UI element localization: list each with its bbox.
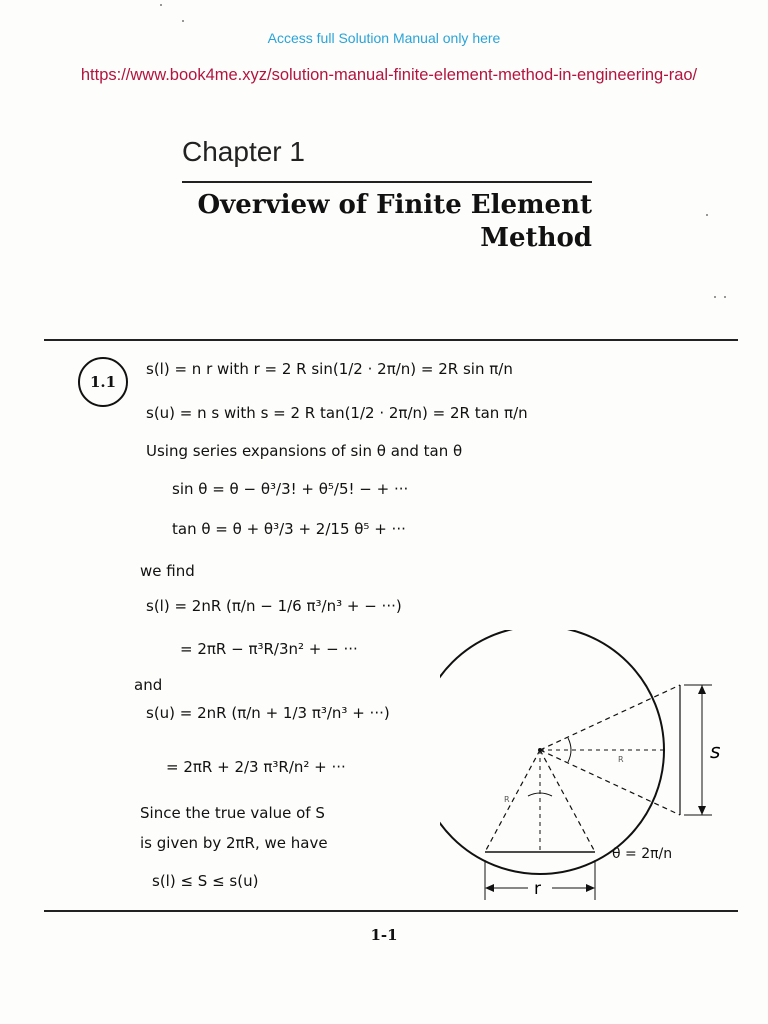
r-label: r xyxy=(534,879,541,899)
solution-line: Since the true value of S xyxy=(140,804,325,822)
circle-outline xyxy=(440,630,664,874)
solution-manual-banner-link[interactable]: Access full Solution Manual only here xyxy=(267,30,501,46)
R-label: R xyxy=(618,755,624,764)
solution-line: we find xyxy=(140,562,195,580)
chapter-rule xyxy=(182,181,592,183)
polygon-circle-figure xyxy=(440,630,750,905)
scan-speck xyxy=(714,296,716,298)
center-point xyxy=(538,748,542,752)
solution-line: = 2πR − π³R/3n² + − ··· xyxy=(180,640,358,658)
problem-number: 1.1 xyxy=(89,373,117,391)
angle-arc xyxy=(568,738,571,762)
solution-line: s(l) ≤ S ≤ s(u) xyxy=(152,872,259,890)
chapter-title-line-1: Overview of Finite Element xyxy=(197,190,592,220)
section-bottom-rule xyxy=(44,910,738,912)
solution-line: and xyxy=(134,676,163,694)
R-label: R xyxy=(504,795,510,804)
scan-speck xyxy=(182,20,184,22)
s-label: s xyxy=(710,739,721,763)
solution-line: tan θ = θ + θ³/3 + 2/15 θ⁵ + ··· xyxy=(172,520,406,538)
section-top-rule xyxy=(44,339,738,341)
solution-line: sin θ = θ − θ³/3! + θ⁵/5! − + ··· xyxy=(172,480,409,498)
solution-line: is given by 2πR, we have xyxy=(140,834,328,852)
solution-line: s(u) = 2nR (π/n + 1/3 π³/n³ + ···) xyxy=(146,704,390,722)
solution-line: s(l) = 2nR (π/n − 1/6 π³/n³ + − ···) xyxy=(146,597,402,615)
angle-arc xyxy=(528,793,552,796)
scan-speck xyxy=(706,214,708,216)
radius-dashed-line xyxy=(485,750,540,852)
radius-dashed-line xyxy=(540,750,595,852)
solution-line: = 2πR + 2/3 π³R/n² + ··· xyxy=(166,758,346,776)
problem-number-badge xyxy=(78,357,128,407)
page-number: 1-1 xyxy=(370,926,398,944)
solution-line: s(l) = n r with r = 2 R sin(1/2 · 2π/n) = 2R sin π/n xyxy=(146,360,513,378)
solution-line: s(u) = n s with s = 2 R tan(1/2 · 2π/n) = 2R tan π/n xyxy=(146,404,528,422)
scan-speck xyxy=(724,296,726,298)
chapter-label: Chapter 1 xyxy=(182,136,305,167)
solution-line: Using series expansions of sin θ and tan θ xyxy=(146,442,463,460)
scan-speck xyxy=(160,4,162,6)
chapter-title-line-2: Method xyxy=(480,223,592,253)
angle-formula-label: θ = 2π/n xyxy=(612,846,673,862)
solution-manual-url-link[interactable]: https://www.book4me.xyz/solution-manual-finite-element-method-in-engineering-rao/ xyxy=(80,66,698,84)
